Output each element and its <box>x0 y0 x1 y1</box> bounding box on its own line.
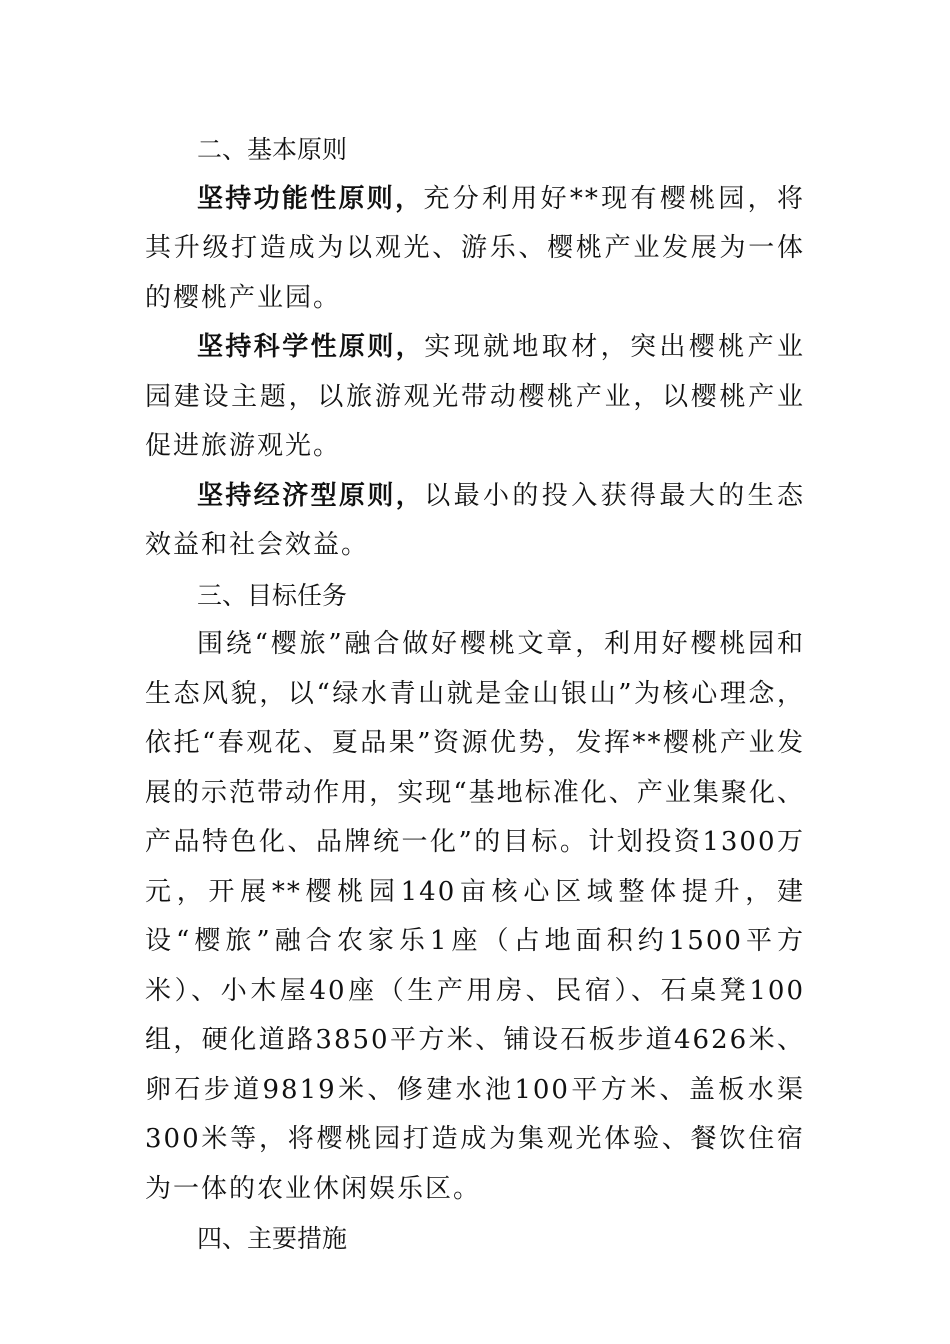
section-heading-goals: 三、目标任务 <box>197 580 348 610</box>
section-heading-measures: 四、主要措施 <box>197 1224 348 1253</box>
principle-economic <box>145 472 805 571</box>
principle-economic-lead: 坚持经济型原则， <box>197 480 425 511</box>
principle-functional <box>145 175 805 324</box>
principle-scientific-text: 实现就地取材，突出樱桃产业园建设主题，以旅游观光带动樱桃产业，以樱桃产业促进旅游观光。 <box>145 332 805 461</box>
principle-scientific-lead: 坚持科学性原则， <box>197 332 425 362</box>
principle-functional-lead: 坚持功能性原则， <box>197 183 424 214</box>
goals-paragraph: 围绕“樱旅”融合做好樱桃文章，利用好樱桃园和生态风貌，以“绿水青山就是金山银山”为核心理念，依托“春观花、夏品果”资源优势，发挥**樱桃产业发展的示范带动作用，实现“基地标准化、产业集聚化、产品特色化、品牌统一化”的目标。计划投资1300万元，开展**樱桃园140亩核心区域整体提升，建设“樱旅”融合农家乐1座（占地面积约1500平方米）、小木屋40座（生产用房、民宿）、石桌凳100组，硬化道路3850平方米、铺设石板步道4626米、卵石步道9819米、修建水池100平方米、盖板水渠300米等，将樱桃园打造成为集观光体验、餐饮住宿为一体的农业休闲娱乐区。 <box>145 629 805 1204</box>
section-heading-principles: 二、基本原则 <box>197 135 348 164</box>
principle-economic-text: 以最小的投入获得最大的生态效益和社会效益。 <box>145 480 805 560</box>
principle-scientific <box>145 323 805 472</box>
principle-functional-text: 充分利用好**现有樱桃园，将其升级打造成为以观光、游乐、樱桃产业发展为一体的樱桃产业园。 <box>145 183 805 313</box>
document-body <box>145 125 805 1264</box>
